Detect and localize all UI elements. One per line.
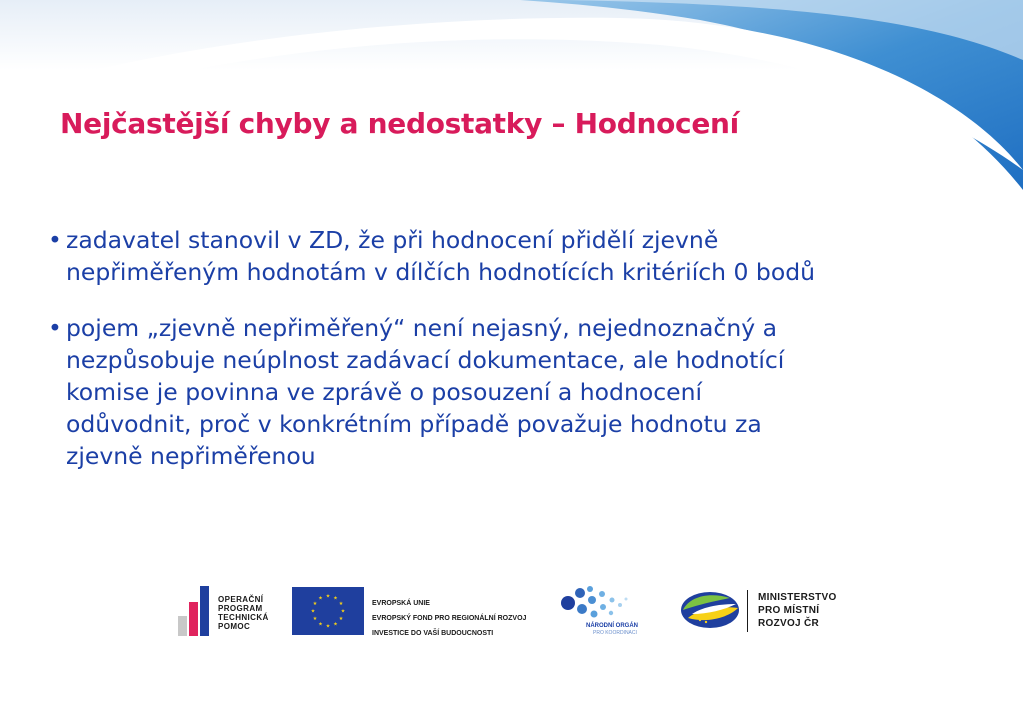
eu-star: ★	[325, 593, 331, 600]
narodni-organ-title: NÁRODNÍ ORGÁN	[586, 623, 638, 629]
eu-logo	[292, 587, 552, 635]
eu-star: ★	[338, 601, 344, 608]
mmr-line: ROZVOJ ČR	[758, 618, 820, 629]
bullet-line: nezpůsobuje neúplnost zadávací dokumentace, ale hodnotící	[66, 346, 785, 374]
bullet-line: komise je povinna ve zprávě o posouzení a hodnocení	[66, 378, 703, 406]
eu-star: ★	[340, 608, 346, 615]
optp-logo	[178, 586, 278, 636]
optp-line: POMOC	[218, 622, 251, 631]
bullet-list	[48, 224, 988, 496]
eu-line: EVROPSKÝ FOND PRO REGIONÁLNÍ ROZVOJ	[372, 615, 527, 622]
narodni-organ-logo-icon	[560, 585, 630, 621]
eu-line: INVESTICE DO VAŠÍ BUDOUCNOSTI	[372, 630, 494, 637]
eu-star: ★	[312, 616, 318, 623]
mmr-line: PRO MÍSTNÍ	[758, 605, 820, 616]
bullet-item	[48, 224, 988, 288]
mmr-separator	[747, 590, 748, 632]
slide-title: Nejčastější chyby a nedostatky – Hodnocení	[60, 107, 739, 140]
bullet-dot: •	[48, 314, 62, 342]
eu-star: ★	[310, 608, 316, 615]
optp-line: TECHNICKÁ	[218, 613, 269, 622]
eu-star: ★	[312, 601, 318, 608]
optp-logo-text	[218, 595, 269, 631]
bullet-dot: •	[48, 226, 62, 254]
bullet-line: odůvodnit, proč v konkrétním případě považuje hodnotu za	[66, 410, 762, 438]
bullet-line: pojem „zjevně nepřiměřený“ není nejasný, nejednoznačný a	[66, 314, 777, 342]
bullet-line: nepřiměřeným hodnotám v dílčích hodnotících kritériích 0 bodů	[66, 258, 816, 286]
narodni-organ-subtitle: PRO KOORDINACI	[593, 630, 637, 636]
eu-star: ★	[333, 621, 338, 628]
optp-logo-icon	[178, 586, 218, 636]
optp-line: PROGRAM	[218, 604, 263, 613]
bullet-line: zjevně nepřiměřenou	[66, 442, 316, 470]
eu-star: ★	[318, 621, 323, 628]
bullet-line: zadavatel stanovil v ZD, že při hodnocení přidělí zjevně	[66, 226, 719, 254]
eu-star: ★	[338, 616, 344, 623]
mmr-logo-text	[758, 591, 837, 630]
eu-star: ★	[318, 595, 323, 602]
eu-flag-icon	[292, 587, 364, 635]
mmr-line: MINISTERSTVO	[758, 592, 837, 603]
optp-line: OPERAČNÍ	[218, 595, 264, 604]
eu-star: ★	[333, 595, 338, 602]
mmr-emblem-icon	[680, 590, 740, 630]
eu-line: EVROPSKÁ UNIE	[372, 600, 430, 607]
eu-logo-text	[372, 596, 526, 641]
narodni-organ-logo	[560, 585, 650, 640]
mmr-logo	[680, 588, 860, 636]
bullet-item	[48, 312, 988, 472]
eu-star: ★	[325, 623, 331, 630]
